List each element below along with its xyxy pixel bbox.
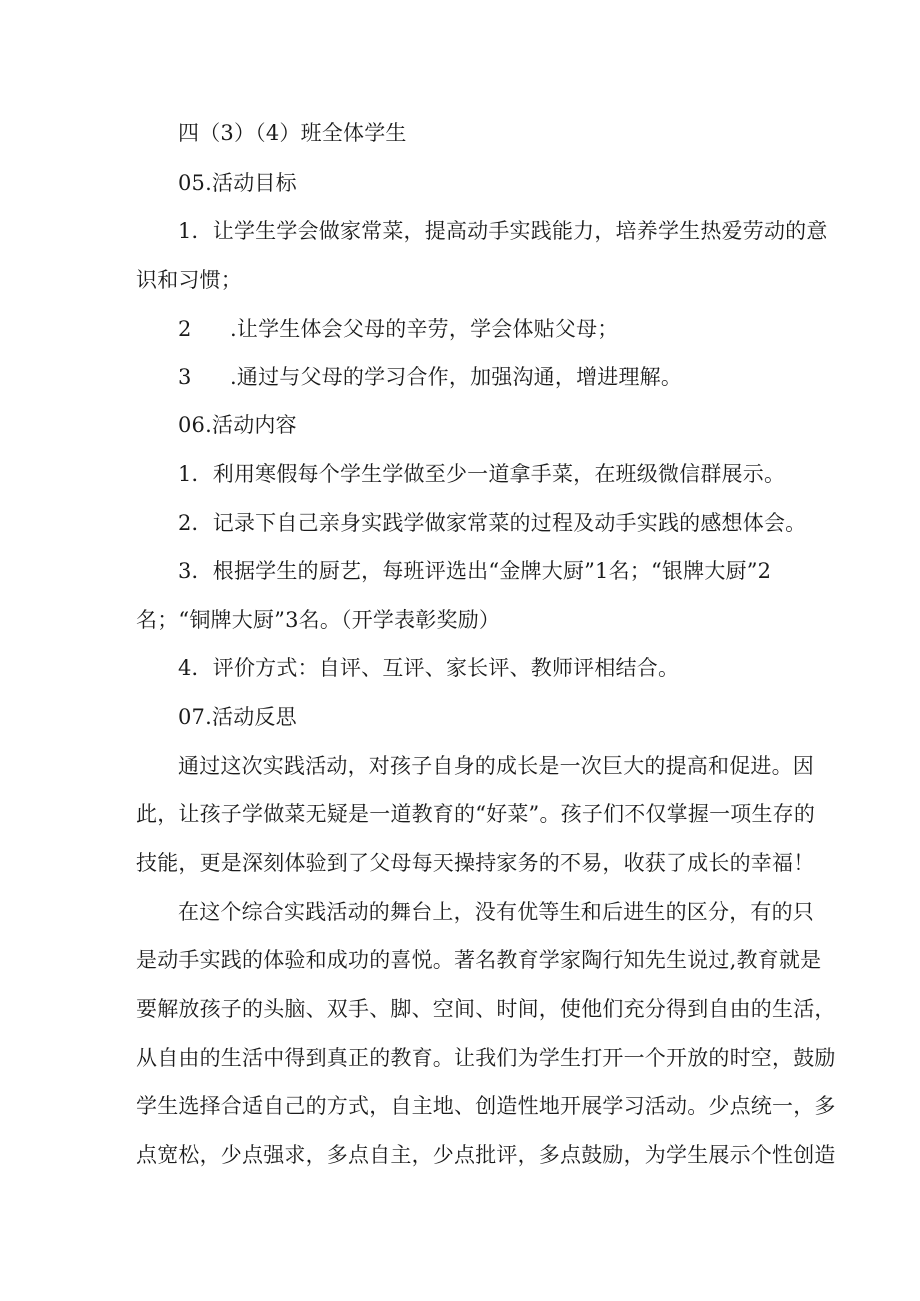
content-item-2: 2．记录下自己亲身实践学做家常菜的过程及动手实践的感想体会。: [178, 511, 807, 535]
content-item-4: 4．评价方式：自评、互评、家长评、教师评相结合。: [178, 656, 680, 680]
content-item-3: 3．根据学生的厨艺，每班评选出“金牌大厨”1名；“银牌大厨”2: [178, 559, 772, 583]
goal-item-3: [178, 362, 682, 392]
content-item-1: 1．利用寒假每个学生学做至少一道拿手菜，在班级微信群展示。: [178, 462, 786, 486]
reflection-para1-line1: 通过这次实践活动，对孩子自身的成长是一次巨大的提高和促进。因: [178, 754, 814, 778]
section-heading-goals: 05.活动目标: [178, 171, 297, 195]
reflection-para2-line1: 在这个综合实践活动的舞台上，没有优等生和后进生的区分，有的只: [178, 900, 814, 924]
reflection-para2-line3: 要解放孩子的头脑、双手、脚、空间、时间，使他们充分得到自由的生活，: [136, 997, 836, 1021]
goal-item-2: [178, 314, 618, 344]
goal-item-1: 1．让学生学会做家常菜，提高动手实践能力，培养学生热爱劳动的意: [178, 219, 828, 243]
content-item-3-cont: 名；“铜牌大厨”3名。（开学表彰奖励）: [136, 608, 501, 632]
goal-item-1-cont: 识和习惯；: [136, 268, 242, 292]
goal-item-3-text: .通过与父母的学习合作，加强沟通，增进理解。: [230, 365, 683, 389]
reflection-para1-line3: 技能，更是深刻体验到了父母每天操持家务的不易，收获了成长的幸福！: [136, 851, 815, 875]
goal-item-2-number: 2: [178, 317, 192, 341]
participants-line: 四（3）（4）班全体学生: [178, 121, 407, 145]
reflection-para2-line4: 从自由的生活中得到真正的教育。让我们为学生打开一个开放的时空，鼓励: [136, 1046, 836, 1070]
goal-item-2-text: .让学生体会父母的辛劳，学会体贴父母；: [230, 317, 619, 341]
section-heading-reflection: 07.活动反思: [178, 705, 297, 729]
section-heading-content: 06.活动内容: [178, 413, 297, 437]
reflection-para2-line5: 学生选择合适自己的方式，自主地、创造性地开展学习活动。少点统一，多: [136, 1094, 836, 1118]
reflection-para2-line6: 点宽松，少点强求，多点自主，少点批评，多点鼓励，为学生展示个性创造: [136, 1143, 836, 1167]
reflection-para1-line2: 此，让孩子学做菜无疑是一道教育的“好菜”。孩子们不仅掌握一项生存的: [136, 802, 816, 826]
goal-item-3-number: 3: [178, 365, 192, 389]
reflection-para2-line2: 是动手实践的体验和成功的喜悦。著名教育学家陶行知先生说过,教育就是: [136, 948, 822, 972]
